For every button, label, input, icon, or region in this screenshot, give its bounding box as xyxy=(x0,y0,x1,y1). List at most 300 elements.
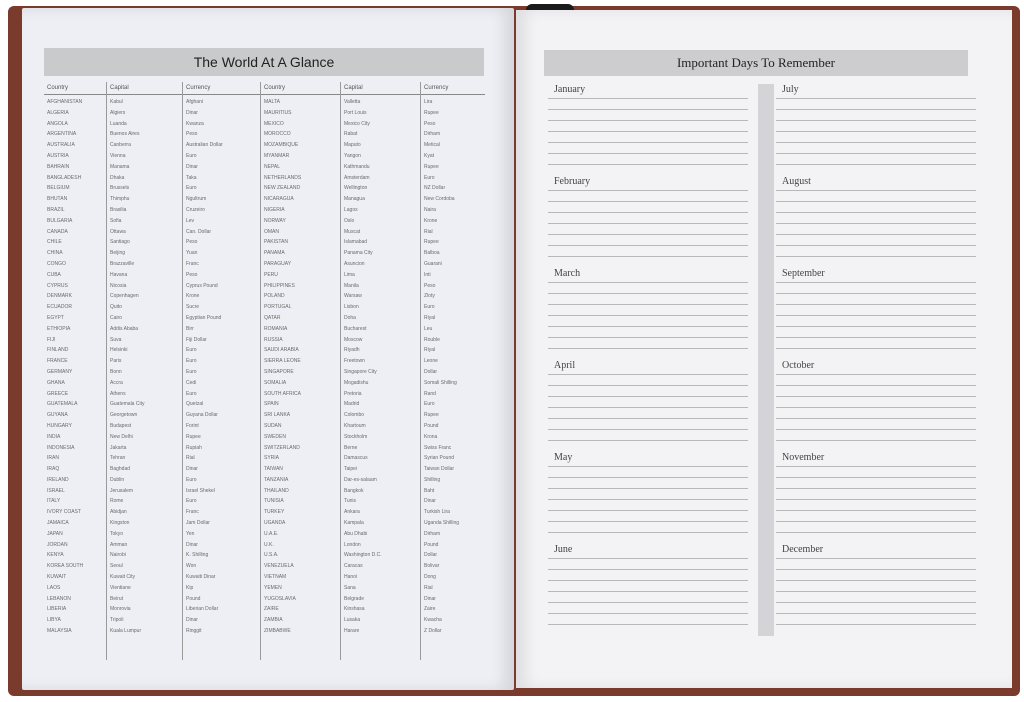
ruled-line xyxy=(548,120,748,121)
table-cell: Madrid xyxy=(344,401,360,408)
table-cell: Rupee xyxy=(424,239,439,246)
ruled-line xyxy=(776,245,976,246)
ruled-line xyxy=(776,477,976,478)
table-cell: Leu xyxy=(424,325,433,332)
table-cell: Taiwan Dollar xyxy=(424,466,455,473)
table-cell: Dinar xyxy=(424,498,436,505)
table-cell: Guyana Dollar xyxy=(186,412,218,419)
table-cell: GERMANY xyxy=(47,368,73,375)
table-cell: PARAGUAY xyxy=(264,260,292,267)
column-header: Capital xyxy=(341,82,421,95)
month-label: December xyxy=(782,544,824,555)
table-cell: Vientiane xyxy=(110,584,131,591)
table-cell: KOREA SOUTH xyxy=(47,563,84,570)
ruled-line xyxy=(776,429,976,430)
table-cell: FINLAND xyxy=(47,347,69,354)
world-at-a-glance-section xyxy=(44,48,484,660)
table-cell: Rupee xyxy=(424,412,439,419)
table-cell: PAKISTAN xyxy=(264,239,288,246)
table-cell: Lima xyxy=(344,271,355,278)
table-cell: LIBYA xyxy=(47,617,61,624)
table-cell: Peso xyxy=(186,271,198,278)
table-cell: Yuan xyxy=(186,250,198,257)
table-cell: ZIMBABWE xyxy=(264,628,291,635)
table-cell: Dong xyxy=(424,574,436,581)
month-block xyxy=(776,544,976,632)
table-cell: LIBERIA xyxy=(47,606,67,613)
table-cell: Dirham xyxy=(424,530,441,537)
table-cell: Balboa xyxy=(424,250,440,257)
ruled-line xyxy=(548,510,748,511)
table-cell: Cyprus Pound xyxy=(186,282,218,289)
table-cell: ITALY xyxy=(47,498,61,505)
ruled-line xyxy=(776,499,976,500)
table-cell: BANGLADESH xyxy=(47,174,82,181)
table-cell: Dinar xyxy=(186,466,198,473)
table-cell: SINGAPORE xyxy=(264,368,294,375)
table-cell: DENMARK xyxy=(47,293,73,300)
table-cell: Suva xyxy=(110,336,122,343)
table-cell: SOUTH AFRICA xyxy=(264,390,301,397)
ruled-line xyxy=(548,245,748,246)
important-days-title: Important Days To Remember xyxy=(544,50,968,76)
table-cell: Euro xyxy=(186,185,197,192)
table-cell: ANGOLA xyxy=(47,120,68,127)
table-cell: Krone xyxy=(186,293,200,300)
table-cell: U.A.E. xyxy=(264,530,279,537)
table-cell: Manama xyxy=(110,163,130,170)
ruled-line xyxy=(548,591,748,592)
month-block xyxy=(776,360,976,448)
table-cell: Kuala Lumpur xyxy=(110,628,142,635)
table-cell: Syrian Pound xyxy=(424,455,455,462)
table-cell: Franc xyxy=(186,260,199,267)
table-cell: Lev xyxy=(186,217,195,224)
ruled-line xyxy=(548,109,748,110)
table-cell: JAPAN xyxy=(47,530,63,537)
table-cell: IVORY COAST xyxy=(47,509,81,516)
table-cell: Dinar xyxy=(186,163,198,170)
column-divider xyxy=(758,84,774,636)
table-cell: Israel Shekel xyxy=(186,487,215,494)
table-cell: Kwanza xyxy=(186,120,204,127)
table-cell: Muscat xyxy=(344,228,361,235)
table-cell: Budapest xyxy=(110,422,132,429)
ruled-line xyxy=(548,396,748,397)
table-cell: Quito xyxy=(110,304,122,311)
ruled-line xyxy=(776,418,976,419)
table-cell: Panama City xyxy=(344,250,373,257)
table-cell: GREECE xyxy=(47,390,69,397)
table-cell: Baghdad xyxy=(110,466,131,473)
table-cell: MEXICO xyxy=(264,120,284,127)
table-cell: ROMANIA xyxy=(264,325,288,332)
table-cell: Euro xyxy=(186,476,197,483)
table-cell: Guatemala City xyxy=(110,401,145,408)
table-cell: GUATEMALA xyxy=(47,401,78,408)
table-cell: Taipei xyxy=(344,466,358,473)
table-cell: Euro xyxy=(186,498,197,505)
month-label: November xyxy=(782,452,825,463)
table-cell: Doha xyxy=(344,314,356,321)
table-cell: BHUTAN xyxy=(47,196,68,203)
table-cell: Lira xyxy=(424,99,433,105)
table-cell: Canberra xyxy=(110,142,131,149)
month-block xyxy=(548,452,748,540)
table-cell: Leone xyxy=(424,358,438,365)
table-cell: Shilling xyxy=(424,476,441,483)
table-cell: Dhaka xyxy=(110,174,125,181)
column-header: Country xyxy=(44,82,106,95)
ruled-line xyxy=(548,499,748,500)
ruled-line xyxy=(776,580,976,581)
table-cell: U.S.A. xyxy=(264,552,279,559)
month-block xyxy=(776,452,976,540)
ruled-line xyxy=(548,234,748,235)
table-cell: CANADA xyxy=(47,228,68,235)
table-cell: Cedi xyxy=(186,379,197,386)
table-cell: BELGIUM xyxy=(47,185,70,192)
table-cell: Liberian Dollar xyxy=(186,606,219,613)
table-cell: NIGERIA xyxy=(264,206,285,213)
ruled-line xyxy=(776,337,976,338)
ruled-line xyxy=(776,510,976,511)
table-cell: Euro xyxy=(186,390,197,397)
table-cell: Rial xyxy=(424,584,433,591)
ruled-line xyxy=(548,223,748,224)
table-column xyxy=(106,82,183,660)
table-cell: ISRAEL xyxy=(47,487,65,494)
table-cell: NEPAL xyxy=(264,163,281,170)
table-cell: Tokyo xyxy=(110,530,124,537)
month-block xyxy=(776,268,976,356)
column-header: Currency xyxy=(421,82,485,95)
table-cell: Kabul xyxy=(110,99,123,105)
table-cell: Won xyxy=(186,563,197,570)
table-cell: Dinar xyxy=(424,595,436,602)
table-cell: Moscow xyxy=(344,336,363,343)
table-cell: YEMEN xyxy=(264,584,282,591)
table-cell: Can. Dollar xyxy=(186,228,212,235)
table-cell: KUWAIT xyxy=(47,574,67,581)
table-cell: Tunis xyxy=(344,498,357,505)
table-cell: Swiss Franc xyxy=(424,444,452,451)
table-cell: SPAIN xyxy=(264,401,279,408)
ruled-line xyxy=(548,142,748,143)
table-cell: Zaire xyxy=(424,606,436,613)
ruled-line xyxy=(548,190,748,191)
table-cell: Euro xyxy=(186,358,197,365)
table-cell: Kuwait City xyxy=(110,574,136,581)
month-block xyxy=(776,84,976,172)
table-cell: Rabat xyxy=(344,131,358,138)
table-cell: Seoul xyxy=(110,563,123,570)
ruled-line xyxy=(548,201,748,202)
table-cell: Euro xyxy=(186,368,197,375)
table-cell: Euro xyxy=(424,174,435,181)
table-cell: Sofia xyxy=(110,217,122,224)
table-cell: CONGO xyxy=(47,260,66,267)
ruled-line xyxy=(776,315,976,316)
table-cell: AFGHANISTAN xyxy=(47,99,83,105)
table-cell: PHILIPPINES xyxy=(264,282,295,289)
ruled-line xyxy=(548,521,748,522)
table-cell: Naira xyxy=(424,206,436,213)
table-cell: GUYANA xyxy=(47,412,68,419)
ruled-line xyxy=(548,131,748,132)
month-label: October xyxy=(782,360,815,371)
table-cell: ARGENTINA xyxy=(47,131,77,138)
table-cell: Pound xyxy=(424,541,439,548)
ruled-line xyxy=(548,466,748,467)
table-cell: Amsterdam xyxy=(344,174,370,181)
ruled-line xyxy=(776,164,976,165)
month-block xyxy=(548,268,748,356)
table-cell: Rial xyxy=(424,228,433,235)
table-cell: Rupee xyxy=(424,109,439,116)
column-header: Currency xyxy=(183,82,261,95)
table-cell: IRAN xyxy=(47,455,59,462)
table-cell: JAMAICA xyxy=(47,520,69,527)
table-cell: VIETNAM xyxy=(264,574,287,581)
table-cell: POLAND xyxy=(264,293,285,300)
table-cell: Jam Dollar xyxy=(186,520,210,527)
table-cell: Krona xyxy=(424,433,438,440)
table-cell: VENEZUELA xyxy=(264,563,294,570)
table-cell: BRAZIL xyxy=(47,206,65,213)
table-cell: Mexico City xyxy=(344,120,370,127)
table-cell: IRELAND xyxy=(47,476,69,483)
table-cell: Euro xyxy=(424,401,435,408)
ruled-line xyxy=(548,374,748,375)
table-cell: Singapore City xyxy=(344,368,377,375)
ruled-line xyxy=(776,142,976,143)
table-cell: Abu Dhabi xyxy=(344,530,368,537)
table-cell: Zloty xyxy=(424,293,435,300)
table-cell: AUSTRALIA xyxy=(47,142,75,149)
table-cell: Euro xyxy=(424,304,435,311)
table-cell: NZ Dollar xyxy=(424,185,446,192)
table-cell: New Cordoba xyxy=(424,196,455,203)
table-cell: ZAIRE xyxy=(264,606,279,613)
table-cell: Buenos Aires xyxy=(110,131,140,138)
ruled-line xyxy=(776,488,976,489)
ruled-line xyxy=(548,580,748,581)
ruled-line xyxy=(548,488,748,489)
table-cell: Bonn xyxy=(110,368,122,375)
table-cell: YUGOSLAVIA xyxy=(264,595,296,602)
table-cell: MALAYSIA xyxy=(47,628,72,635)
table-cell: ECUADOR xyxy=(47,304,73,311)
table-cell: Rupiah xyxy=(186,444,202,451)
ruled-line xyxy=(776,223,976,224)
table-cell: Brasilia xyxy=(110,206,127,213)
table-cell: Stockholm xyxy=(344,433,368,440)
table-cell: Cruzeiro xyxy=(186,206,205,213)
table-cell: ETHIOPIA xyxy=(47,325,71,332)
table-cell: London xyxy=(344,541,361,548)
ruled-line xyxy=(776,569,976,570)
table-cell: Pretoria xyxy=(344,390,362,397)
month-block xyxy=(548,544,748,632)
table-cell: Uganda Shilling xyxy=(424,520,460,527)
table-cell: Nicosia xyxy=(110,282,127,289)
ruled-line xyxy=(776,374,976,375)
month-label: April xyxy=(554,360,576,371)
ruled-line xyxy=(776,591,976,592)
table-cell: Tehran xyxy=(110,455,126,462)
table-cell: Washington D.C. xyxy=(344,552,382,559)
ruled-line xyxy=(776,304,976,305)
table-cell: Krone xyxy=(424,217,438,224)
table-cell: Tripoli xyxy=(110,617,124,624)
table-cell: CHILE xyxy=(47,239,62,246)
table-cell: Birr xyxy=(186,325,194,332)
ruled-line xyxy=(548,418,748,419)
table-cell: Brussels xyxy=(110,185,130,192)
table-cell: SWEDEN xyxy=(264,433,286,440)
table-cell: NORWAY xyxy=(264,217,286,224)
table-cell: Peso xyxy=(424,282,436,289)
table-cell: MAURITIUS xyxy=(264,109,292,116)
table-cell: Dublin xyxy=(110,476,125,483)
ruled-line xyxy=(776,153,976,154)
table-cell: Hanoi xyxy=(344,574,358,581)
table-cell: MOZAMBIQUE xyxy=(264,142,299,149)
table-cell: NEW ZEALAND xyxy=(264,185,301,192)
month-label: July xyxy=(782,84,799,95)
month-label: February xyxy=(554,176,591,187)
ruled-line xyxy=(548,212,748,213)
ruled-line xyxy=(776,521,976,522)
table-cell: Bangkok xyxy=(344,487,364,494)
table-cell: Yen xyxy=(186,530,195,537)
table-cell: TANZANIA xyxy=(264,476,289,483)
ruled-line xyxy=(548,440,748,441)
table-cell: CYPRUS xyxy=(47,282,68,289)
ruled-line xyxy=(776,201,976,202)
ruled-line xyxy=(548,337,748,338)
table-cell: Brazzaville xyxy=(110,260,135,267)
ruled-line xyxy=(548,304,748,305)
table-cell: TAIWAN xyxy=(264,466,283,473)
table-cell: Kwacha xyxy=(424,617,442,624)
table-cell: Kampala xyxy=(344,520,364,527)
table-cell: SWITZERLAND xyxy=(264,444,300,451)
ruled-line xyxy=(548,569,748,570)
ruled-line xyxy=(548,429,748,430)
world-at-a-glance-title: The World At A Glance xyxy=(44,48,484,76)
table-cell: Rome xyxy=(110,498,124,505)
table-cell: Maputo xyxy=(344,142,361,149)
month-label: January xyxy=(554,84,586,95)
table-cell: Islamabad xyxy=(344,239,368,246)
table-cell: Colombo xyxy=(344,412,365,419)
ruled-line xyxy=(776,385,976,386)
table-cell: NETHERLANDS xyxy=(264,174,302,181)
month-label: August xyxy=(782,176,811,187)
table-cell: CUBA xyxy=(47,271,61,278)
table-column xyxy=(260,82,341,660)
ruled-line xyxy=(548,385,748,386)
table-cell: Taka xyxy=(186,174,197,181)
table-cell: MOROCCO xyxy=(264,131,291,138)
table-cell: Franc xyxy=(186,509,199,516)
table-cell: K. Shilling xyxy=(186,552,209,559)
table-cell: Jerusalem xyxy=(110,487,134,494)
ruled-line xyxy=(776,190,976,191)
table-cell: FRANCE xyxy=(47,358,68,365)
ruled-line xyxy=(548,602,748,603)
table-cell: LAOS xyxy=(47,584,61,591)
table-cell: Copenhagen xyxy=(110,293,139,300)
table-cell: KENYA xyxy=(47,552,64,559)
table-cell: MALTA xyxy=(264,99,280,105)
ruled-line xyxy=(776,212,976,213)
column-header: Capital xyxy=(107,82,183,95)
table-cell: SOMALIA xyxy=(264,379,287,386)
table-cell: Manila xyxy=(344,282,359,289)
table-cell: Ngultrum xyxy=(186,196,207,203)
table-cell: Somali Shilling xyxy=(424,379,457,386)
ruled-line xyxy=(776,282,976,283)
table-cell: Vienna xyxy=(110,152,126,159)
ruled-line xyxy=(776,558,976,559)
table-cell: Amman xyxy=(110,541,128,548)
world-table xyxy=(44,82,484,660)
ruled-line xyxy=(776,109,976,110)
table-cell: Managua xyxy=(344,196,365,203)
table-cell: Abidjan xyxy=(110,509,127,516)
table-cell: Cairo xyxy=(110,314,122,321)
table-cell: Sucre xyxy=(186,304,200,311)
ruled-line xyxy=(776,466,976,467)
table-cell: Sana xyxy=(344,584,356,591)
table-cell: Ottawa xyxy=(110,228,126,235)
table-cell: U.K. xyxy=(264,541,274,548)
ruled-line xyxy=(776,602,976,603)
table-cell: Oslo xyxy=(344,217,355,224)
table-cell: New Delhi xyxy=(110,433,133,440)
table-cell: Jakarta xyxy=(110,444,127,451)
table-cell: Rial xyxy=(186,455,195,462)
table-cell: Kuwaiti Dinar xyxy=(186,574,216,581)
table-cell: PERU xyxy=(264,271,278,278)
table-cell: AUSTRIA xyxy=(47,152,69,159)
table-cell: THAILAND xyxy=(264,487,289,494)
month-block xyxy=(776,176,976,264)
table-cell: BULGARIA xyxy=(47,217,73,224)
ruled-line xyxy=(776,613,976,614)
table-cell: Yangon xyxy=(344,152,361,159)
table-cell: Georgetown xyxy=(110,412,138,419)
table-column xyxy=(420,82,485,660)
table-cell: Algiers xyxy=(110,109,126,116)
ruled-line xyxy=(776,396,976,397)
table-cell: Kingston xyxy=(110,520,130,527)
table-cell: Z Dollar xyxy=(424,628,442,635)
table-cell: PANAMA xyxy=(264,250,285,257)
table-cell: Kip xyxy=(186,584,194,591)
table-cell: SYRIA xyxy=(264,455,280,462)
table-cell: Fiji Dollar xyxy=(186,336,207,343)
table-cell: OMAN xyxy=(264,228,279,235)
table-cell: SUDAN xyxy=(264,422,282,429)
ruled-line xyxy=(776,440,976,441)
table-cell: INDONESIA xyxy=(47,444,75,451)
table-cell: Monrovia xyxy=(110,606,131,613)
table-cell: Metical xyxy=(424,142,440,149)
